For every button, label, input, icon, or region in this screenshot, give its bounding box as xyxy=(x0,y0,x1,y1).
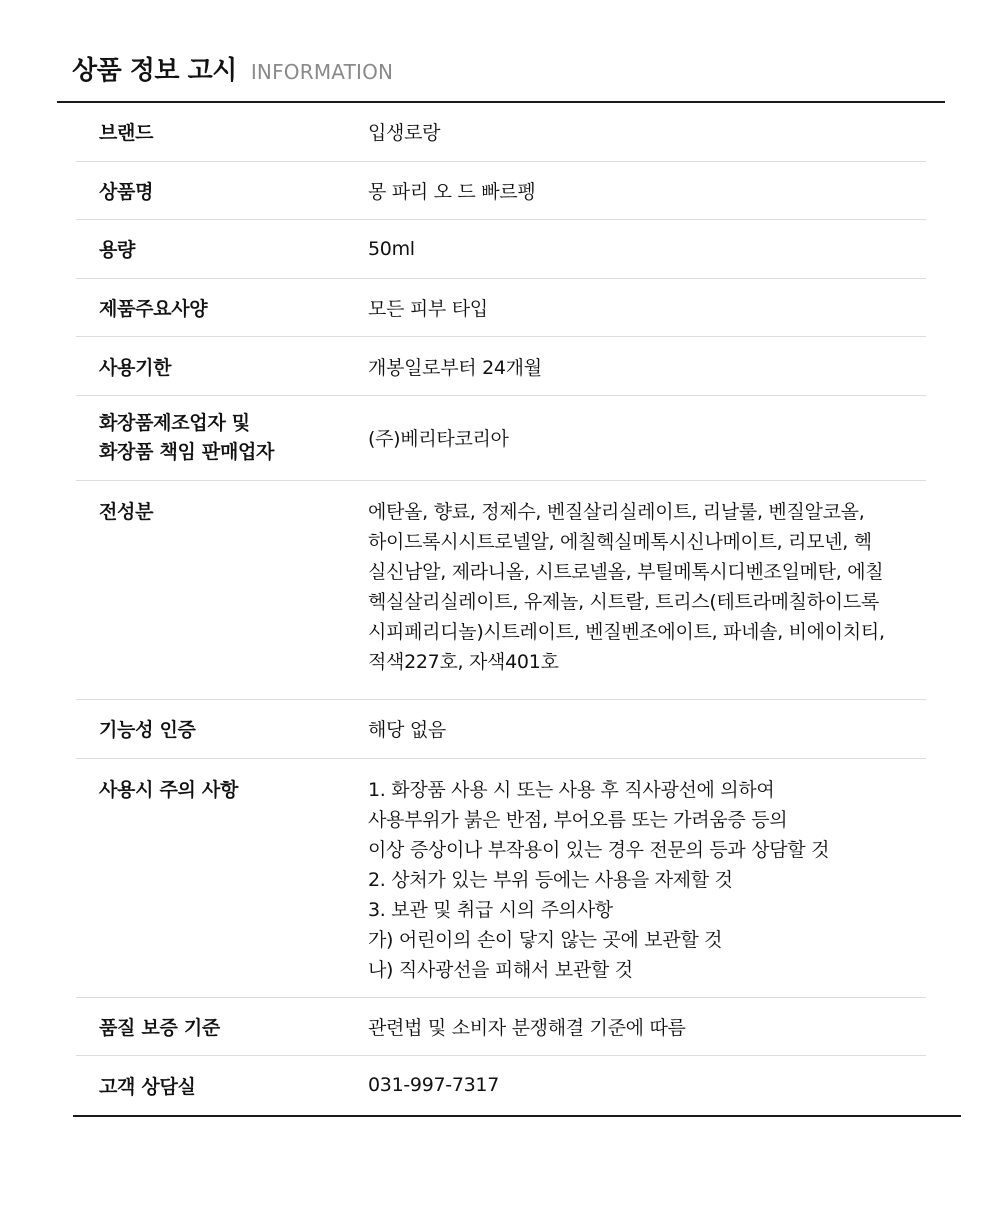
row-label: 고객 상담실 xyxy=(99,1075,196,1098)
row-label: 기능성 인증 xyxy=(99,719,196,742)
row-label: 전성분 xyxy=(99,500,154,523)
row-value: 몽 파리 오 드 빠르펭 xyxy=(368,180,536,203)
row-value: 1. 화장품 사용 시 또는 사용 후 직사광선에 의하여 사용부위가 붉은 반점, 부어오름 또는 가려움증 등의 이상 증상이나 부작용이 있는 경우 전문의 등과 상담할 것 2. 상처가 있는 부위 등에는 사용을 자제할 것 3. 보관 및 취급 시의 주의사항 가) 어린이의 손이 닿지 않는 곳에 보관할 것 나) 직사광선을 피해서 보관할 것 xyxy=(368,778,830,981)
table-row-brand xyxy=(76,103,926,162)
row-value: (주)베리타코리아 xyxy=(368,428,509,451)
table-row-ingredients xyxy=(76,481,926,700)
row-label: 브랜드 xyxy=(99,122,154,145)
row-label: 상품명 xyxy=(99,180,154,203)
row-value: 031-997-7317 xyxy=(368,1074,499,1097)
table-row-quality xyxy=(76,998,926,1057)
row-label: 용량 xyxy=(99,239,136,262)
info-table xyxy=(76,103,926,1115)
row-value: 에탄올, 향료, 정제수, 벤질살리실레이트, 리날룰, 벤질알코올, 하이드록시시트로넬알, 에칠헥실메톡시신나메이트, 리모넨, 헥 실신남알, 제라니올, 시트로넬올, 부틸메톡시디벤조일메탄, 에칠 헥실살리실레이트, 유제놀, 시트랄, 트리스(테트라메칠하이드록 시피페리디놀)시트레이트, 벤질벤조에이트, 파네솔, 비에이치티, 적색227호, 자색401호 xyxy=(368,500,885,673)
row-value: 개봉일로부터 24개월 xyxy=(368,356,542,379)
table-row-product-name xyxy=(76,162,926,221)
row-value: 관련법 및 소비자 분쟁해결 기준에 따름 xyxy=(368,1016,686,1039)
table-row-manufacturer xyxy=(76,396,926,481)
row-value: 모든 피부 타입 xyxy=(368,298,488,321)
row-label: 사용기한 xyxy=(99,356,172,379)
table-row-expiry xyxy=(76,337,926,396)
section-subtitle: INFORMATION xyxy=(250,60,394,84)
table-row-customer-center xyxy=(76,1056,926,1115)
table-row-certification xyxy=(76,700,926,759)
row-label: 사용시 주의 사항 xyxy=(99,778,239,801)
row-label: 품질 보증 기준 xyxy=(99,1016,220,1039)
table-row-specs xyxy=(76,279,926,338)
row-value: 50ml xyxy=(368,237,415,260)
table-row-cautions xyxy=(76,759,926,998)
row-value: 해당 없음 xyxy=(368,719,446,742)
row-value: 입생로랑 xyxy=(368,122,441,145)
bottom-divider xyxy=(73,1115,961,1117)
table-row-volume xyxy=(76,220,926,279)
section-title: 상품 정보 고시 xyxy=(72,56,237,86)
row-label: 화장품제조업자 및 화장품 책임 판매업자 xyxy=(99,411,275,463)
row-label: 제품주요사양 xyxy=(99,298,208,321)
section-header xyxy=(72,50,393,90)
